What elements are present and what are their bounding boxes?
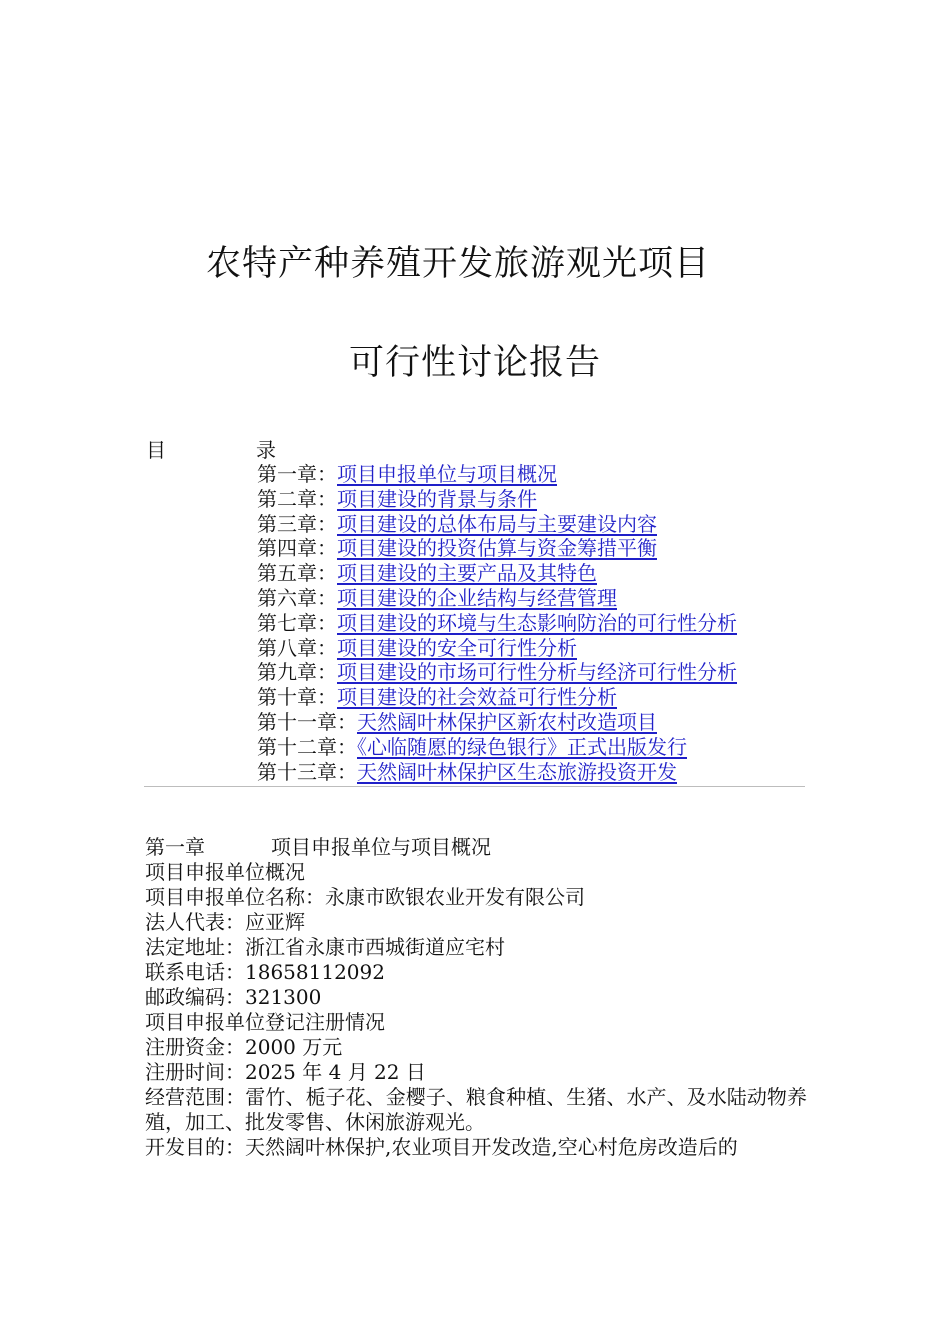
toc-item-prefix: 第十一章：: [257, 709, 357, 734]
toc-heading-first-char: 目: [146, 438, 166, 462]
toc-item-prefix: 第十章：: [257, 685, 337, 710]
field-legal-representative: 法人代表：应亚辉: [145, 910, 305, 934]
toc-item-link[interactable]: 项目建设的环境与生态影响防治的可行性分析: [337, 610, 737, 635]
toc-item: [257, 561, 737, 586]
toc-item-prefix: 第十三章：: [257, 759, 357, 784]
document-title-line-2: 可行性讨论报告: [348, 343, 601, 383]
toc-item-prefix: 第二章：: [257, 486, 337, 511]
section-heading-registration: 项目申报单位登记注册情况: [145, 1010, 385, 1034]
toc-item: [257, 487, 737, 512]
field-postal-code: 邮政编码：321300: [145, 985, 322, 1009]
toc-item: [257, 536, 737, 561]
chapter-number: 第一章: [145, 835, 205, 859]
toc-item-link[interactable]: 《心临随愿的绿色银行》正式出版发行: [357, 734, 687, 759]
toc-item-link[interactable]: 项目申报单位与项目概况: [337, 462, 557, 486]
toc-item-link[interactable]: 项目建设的企业结构与经营管理: [337, 585, 617, 610]
section-heading-overview: 项目申报单位概况: [145, 860, 305, 884]
field-legal-address: 法定地址：浙江省永康市西城街道应宅村: [145, 935, 505, 959]
toc-item-prefix: 第十二章：: [257, 734, 357, 759]
toc-heading-second-char: 录: [256, 438, 276, 462]
toc-item: [257, 735, 737, 760]
toc-heading: [146, 437, 276, 463]
toc-item-prefix: 第三章：: [257, 511, 337, 536]
toc-item: [257, 710, 737, 735]
field-business-scope: 经营范围：雷竹、栀子花、金樱子、粮食种植、生猪、水产、及水陆动物养殖，加工、批发零售、休闲旅游观光。: [145, 1085, 807, 1134]
field-phone: 联系电话：18658112092: [145, 960, 385, 984]
table-of-contents: [257, 462, 737, 784]
toc-item-link[interactable]: 项目建设的主要产品及其特色: [337, 561, 597, 586]
toc-item-link[interactable]: 项目建设的市场可行性分析与经济可行性分析: [337, 660, 737, 685]
section-divider: [144, 786, 805, 787]
toc-item-link[interactable]: 项目建设的总体布局与主要建设内容: [337, 511, 657, 536]
toc-item: [257, 462, 737, 487]
toc-item-prefix: 第五章：: [257, 561, 337, 586]
toc-item-prefix: 第六章：: [257, 585, 337, 610]
toc-item: [257, 685, 737, 710]
toc-item-link[interactable]: 项目建设的安全可行性分析: [337, 635, 577, 660]
toc-item-prefix: 第四章：: [257, 536, 337, 561]
document-title-line-1: 农特产种养殖开发旅游观光项目: [205, 244, 710, 284]
toc-item-prefix: 第一章：: [257, 462, 337, 486]
field-company-name: 项目申报单位名称：永康市欧银农业开发有限公司: [145, 885, 585, 909]
field-development-purpose: 开发目的：天然阔叶林保护,农业项目开发改造,空心村危房改造后的: [145, 1135, 738, 1159]
toc-item: [257, 636, 737, 661]
toc-item: [257, 512, 737, 537]
chapter-title: 项目申报单位与项目概况: [271, 835, 491, 859]
toc-item-prefix: 第七章：: [257, 610, 337, 635]
toc-item-prefix: 第九章：: [257, 660, 337, 685]
toc-item-link[interactable]: 项目建设的背景与条件: [337, 486, 537, 511]
toc-item: [257, 586, 737, 611]
toc-item: [257, 660, 737, 685]
toc-item-prefix: 第八章：: [257, 635, 337, 660]
toc-item-link[interactable]: 项目建设的社会效益可行性分析: [337, 685, 617, 710]
toc-item-link[interactable]: 项目建设的投资估算与资金筹措平衡: [337, 536, 657, 561]
field-registered-capital: 注册资金：2000 万元: [145, 1035, 343, 1059]
toc-item: [257, 760, 737, 785]
chapter-heading: [145, 835, 807, 860]
field-registration-date: 注册时间：2025 年 4 月 22 日: [145, 1060, 426, 1084]
toc-item: [257, 611, 737, 636]
chapter-1-body: [145, 835, 807, 1160]
toc-item-link[interactable]: 天然阔叶林保护区生态旅游投资开发: [357, 759, 677, 784]
toc-item-link[interactable]: 天然阔叶林保护区新农村改造项目: [357, 709, 657, 734]
